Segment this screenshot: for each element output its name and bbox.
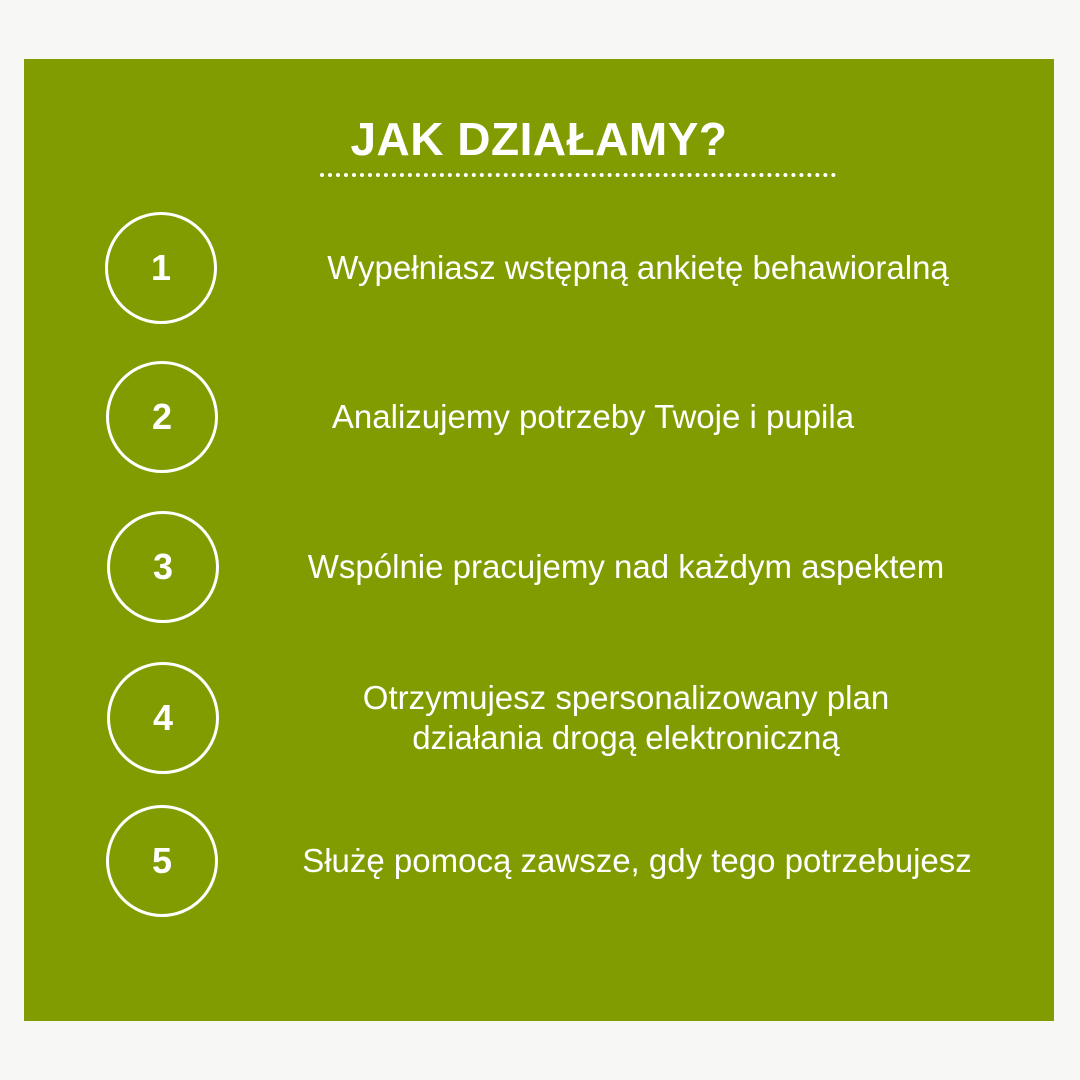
step-1	[24, 212, 1054, 324]
step-2	[24, 361, 1054, 473]
page-title: JAK DZIAŁAMY?	[350, 113, 728, 165]
title-dotted-divider	[320, 173, 836, 177]
step-text: Otrzymujesz spersonalizowany plan działania drogą elektroniczną	[362, 679, 890, 756]
step-number-circle: 5	[106, 805, 218, 917]
step-number-circle: 2	[106, 361, 218, 473]
step-text: Wypełniasz wstępną ankietę behawioralną	[327, 249, 949, 286]
step-text: Wspólnie pracujemy nad każdym aspektem	[307, 548, 945, 585]
step-number-circle: 3	[107, 511, 219, 623]
step-3	[24, 511, 1054, 623]
step-number-circle: 4	[107, 662, 219, 774]
step-5	[24, 805, 1054, 917]
step-text: Służę pomocą zawsze, gdy tego potrzebujesz	[302, 842, 972, 879]
green-panel	[24, 59, 1054, 1021]
step-number-circle: 1	[105, 212, 217, 324]
step-text: Analizujemy potrzeby Twoje i pupila	[331, 398, 855, 435]
step-4	[24, 662, 1054, 774]
